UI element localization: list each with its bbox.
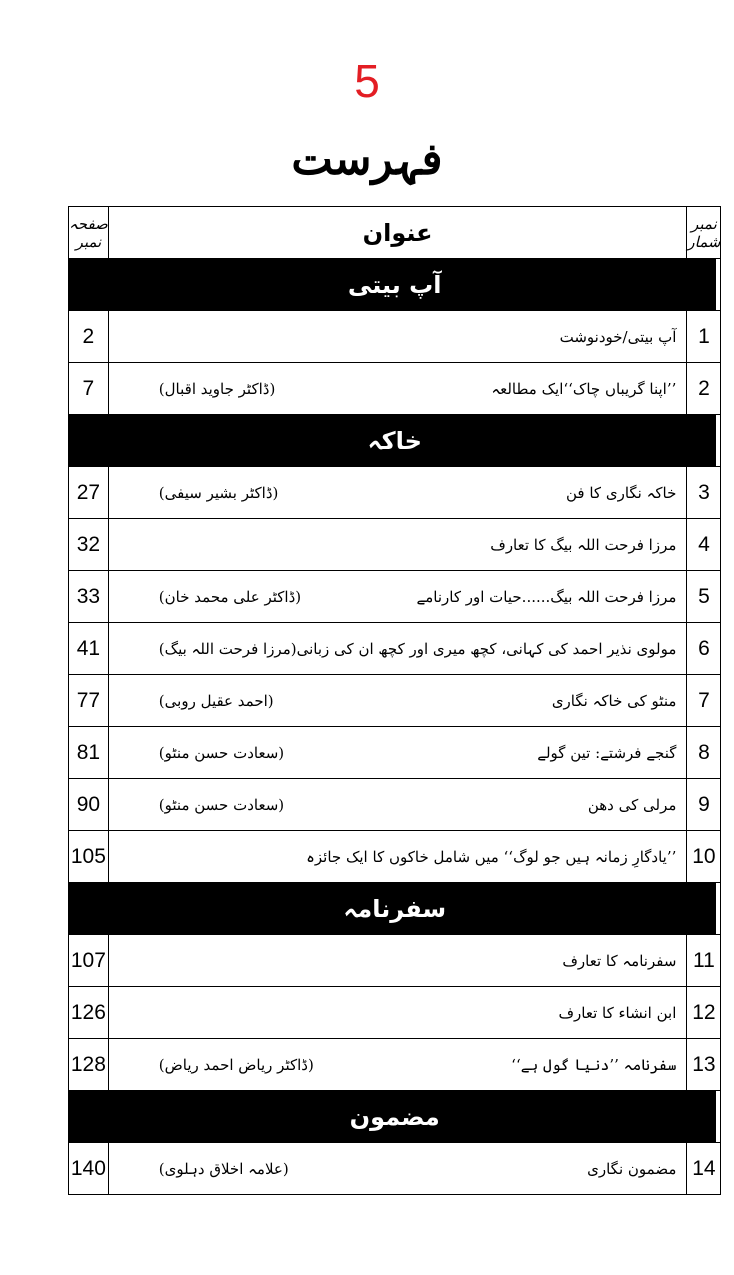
row-title-cell [108, 363, 687, 415]
row-title-wrap [119, 796, 677, 814]
row-serial-number: 5 [687, 571, 721, 623]
row-title-wrap [119, 1160, 677, 1178]
row-title: مرلی کی دھن [587, 795, 677, 814]
row-author: (سعادت حسن منٹو) [158, 795, 285, 814]
row-author: (احمد عقیل روبی) [158, 691, 274, 710]
row-title-cell [108, 831, 687, 883]
row-title: مولوی نذیر احمد کی کہانی، کچھ میری اور کچھ ان کی زبانی [296, 639, 677, 658]
row-title-cell [108, 519, 687, 571]
row-page-number: 128 [69, 1039, 109, 1091]
row-serial-number: 8 [687, 727, 721, 779]
row-title-wrap [119, 1004, 677, 1022]
row-serial-number: 2 [687, 363, 721, 415]
section-heading-row [69, 259, 721, 311]
row-page-number: 140 [69, 1143, 109, 1195]
row-page-number: 33 [69, 571, 109, 623]
row-title-cell [108, 1039, 687, 1091]
row-title-wrap [119, 1056, 677, 1074]
section-heading: مضمون [69, 1091, 721, 1143]
row-serial-number: 9 [687, 779, 721, 831]
row-title-wrap [119, 484, 677, 502]
table-row [69, 1039, 721, 1091]
row-author: (علامہ اخلاق دہلوی) [158, 1159, 289, 1178]
row-title: مضمون نگاری [587, 1159, 677, 1178]
table-row [69, 519, 721, 571]
table-row [69, 727, 721, 779]
row-title-wrap [119, 952, 677, 970]
page-title: فہرست [291, 134, 443, 185]
row-author: (سعادت حسن منٹو) [158, 743, 285, 762]
row-page-number: 27 [69, 467, 109, 519]
row-page-number: 90 [69, 779, 109, 831]
row-title-wrap [119, 848, 677, 866]
row-title-cell [108, 987, 687, 1039]
row-page-number: 81 [69, 727, 109, 779]
row-title-cell [108, 935, 687, 987]
row-title: خاکہ نگاری کا فن [566, 483, 677, 502]
row-title-wrap [119, 692, 677, 710]
row-author: (ڈاکٹر جاوید اقبال) [158, 379, 276, 398]
row-title-wrap [119, 640, 677, 658]
row-serial-number: 6 [687, 623, 721, 675]
row-title: گنجے فرشتے: تین گولے [537, 743, 677, 762]
row-title-cell [108, 779, 687, 831]
row-serial-number: 4 [687, 519, 721, 571]
row-author: (ڈاکٹر علی محمد خان) [158, 587, 302, 606]
section-heading-row [69, 883, 721, 935]
row-serial-number: 13 [687, 1039, 721, 1091]
row-title-cell [108, 571, 687, 623]
row-serial-number: 7 [687, 675, 721, 727]
row-title-cell [108, 1143, 687, 1195]
row-title-cell [108, 675, 687, 727]
row-title: منٹو کی خاکہ نگاری [551, 691, 677, 710]
row-serial-number: 11 [687, 935, 721, 987]
row-page-number: 77 [69, 675, 109, 727]
row-title-wrap [119, 588, 677, 606]
table-row [69, 935, 721, 987]
page-number: 5 [354, 55, 380, 107]
row-title: مرزا فرحت اللہ بیگ کا تعارف [490, 535, 677, 554]
row-title-cell [108, 311, 687, 363]
table-row [69, 571, 721, 623]
row-title-wrap [119, 536, 677, 554]
row-title: ابن انشاء کا تعارف [558, 1003, 677, 1022]
row-title: سفرنامہ کا تعارف [562, 951, 677, 970]
row-page-number: 7 [69, 363, 109, 415]
row-title: ’’یادگارِ زمانہ ہیں جو لوگ‘‘ میں شامل خاکوں کا ایک جائزہ [306, 847, 677, 866]
row-serial-number: 14 [687, 1143, 721, 1195]
row-serial-number: 12 [687, 987, 721, 1039]
section-heading: خاکہ [69, 415, 721, 467]
table-row [69, 623, 721, 675]
row-title-cell [108, 727, 687, 779]
section-heading: آپ بیتی [69, 259, 721, 311]
header-serial-number: نمبر شمار [687, 207, 721, 259]
contents-table [68, 206, 721, 1195]
row-title-wrap [119, 328, 677, 346]
row-page-number: 41 [69, 623, 109, 675]
table-row [69, 467, 721, 519]
table-row [69, 987, 721, 1039]
table-row [69, 311, 721, 363]
section-heading: سفرنامہ [69, 883, 721, 935]
row-serial-number: 10 [687, 831, 721, 883]
row-title-cell [108, 623, 687, 675]
row-title: آپ بیتی/خودنوشت [559, 327, 677, 346]
row-title: ’’اپنا گریباں چاک‘‘ایک مطالعہ [491, 379, 677, 398]
row-author: (ڈاکٹر ریاض احمد ریاض) [158, 1055, 314, 1074]
row-page-number: 32 [69, 519, 109, 571]
table-header-row [69, 207, 721, 259]
row-serial-number: 1 [687, 311, 721, 363]
row-author: (ڈاکٹر بشیر سیفی) [158, 483, 279, 502]
row-title-cell [108, 467, 687, 519]
header-page-number: صفحہ نمبر [69, 207, 109, 259]
table-row [69, 779, 721, 831]
table-row [69, 831, 721, 883]
section-heading-row [69, 1091, 721, 1143]
section-heading-row [69, 415, 721, 467]
row-page-number: 105 [69, 831, 109, 883]
table-row [69, 363, 721, 415]
row-title: سفرنامہ ’’دنیا گول ہے‘‘ [511, 1055, 677, 1074]
table-row [69, 675, 721, 727]
row-page-number: 126 [69, 987, 109, 1039]
row-title: مرزا فرحت اللہ بیگ......حیات اور کارنامے [416, 587, 677, 606]
table-row [69, 1143, 721, 1195]
row-title-wrap [119, 744, 677, 762]
row-title-wrap [119, 380, 677, 398]
row-page-number: 107 [69, 935, 109, 987]
row-page-number: 2 [69, 311, 109, 363]
row-author: (مرزا فرحت اللہ بیگ) [158, 639, 297, 658]
header-title: عنوان [108, 207, 687, 259]
row-serial-number: 3 [687, 467, 721, 519]
